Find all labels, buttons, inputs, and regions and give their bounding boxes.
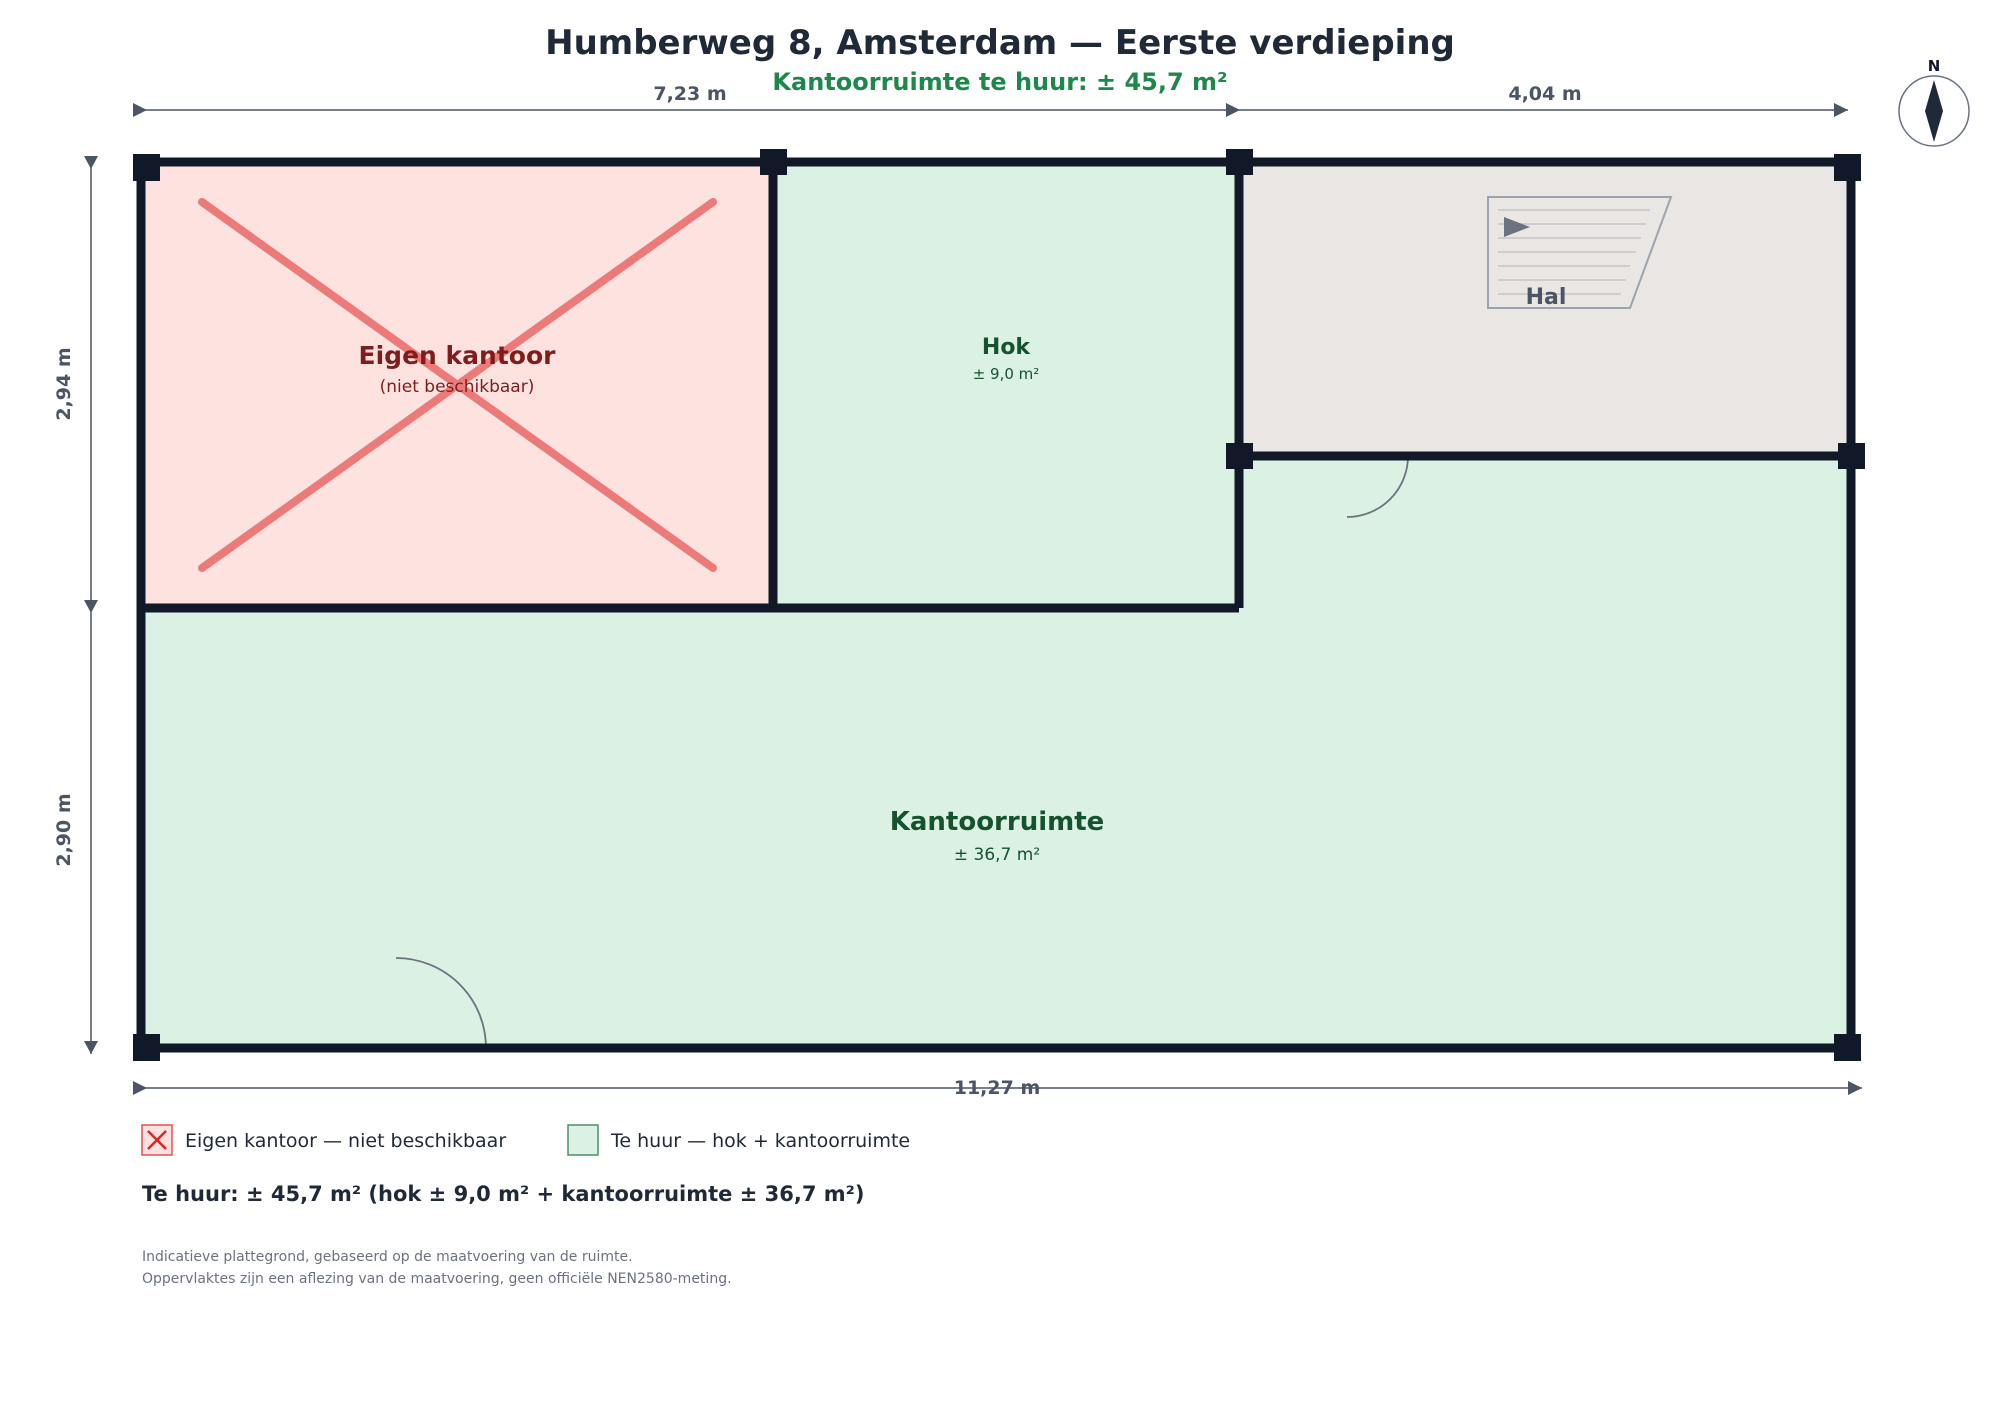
page-subtitle: Kantoorruimte te huur: ± 45,7 m² (772, 68, 1228, 96)
compass-north-icon (1899, 57, 1969, 146)
room-area-hok: ± 9,0 m² (972, 365, 1040, 383)
room-label-kantoorruimte: Kantoorruimte (889, 807, 1105, 837)
footnote-1: Indicatieve plattegrond, gebaseerd op de maatvoering van de ruimte. (142, 1249, 633, 1265)
legend-for-rent-swatch (568, 1125, 598, 1155)
room-note-eigen-kantoor: (niet beschikbaar) (379, 377, 535, 397)
footnote-2: Oppervlaktes zijn een aflezing van de maatvoering, geen officiële NEN2580-meting. (142, 1271, 732, 1287)
legend-unavailable-swatch (142, 1125, 172, 1155)
legend (142, 1125, 910, 1155)
legend-unavailable-label: Eigen kantoor — niet beschikbaar (185, 1130, 507, 1152)
dimension-top-left: 7,23 m (653, 83, 727, 105)
left-dimension (53, 156, 98, 1054)
summary-total: Te huur: ± 45,7 m² (hok ± 9,0 m² + kantoorruimte ± 36,7 m²) (142, 1182, 865, 1206)
page-title: Humberweg 8, Amsterdam — Eerste verdieping (545, 23, 1455, 63)
room-area-kantoorruimte: ± 36,7 m² (953, 845, 1041, 865)
room-label-hal: Hal (1525, 285, 1567, 310)
legend-for-rent-label: Te huur — hok + kantoorruimte (611, 1130, 911, 1152)
room-label-eigen-kantoor: Eigen kantoor (358, 341, 556, 370)
dimension-top-right: 4,04 m (1508, 83, 1582, 105)
room-label-hok: Hok (981, 335, 1031, 360)
room-hok (773, 162, 1239, 608)
bottom-dimension (133, 1077, 1862, 1099)
dimension-left-upper: 2,94 m (53, 347, 75, 421)
dimension-bottom-total: 11,27 m (953, 1077, 1041, 1099)
compass-label: N (1927, 57, 1941, 75)
dimension-left-lower: 2,90 m (53, 793, 75, 867)
